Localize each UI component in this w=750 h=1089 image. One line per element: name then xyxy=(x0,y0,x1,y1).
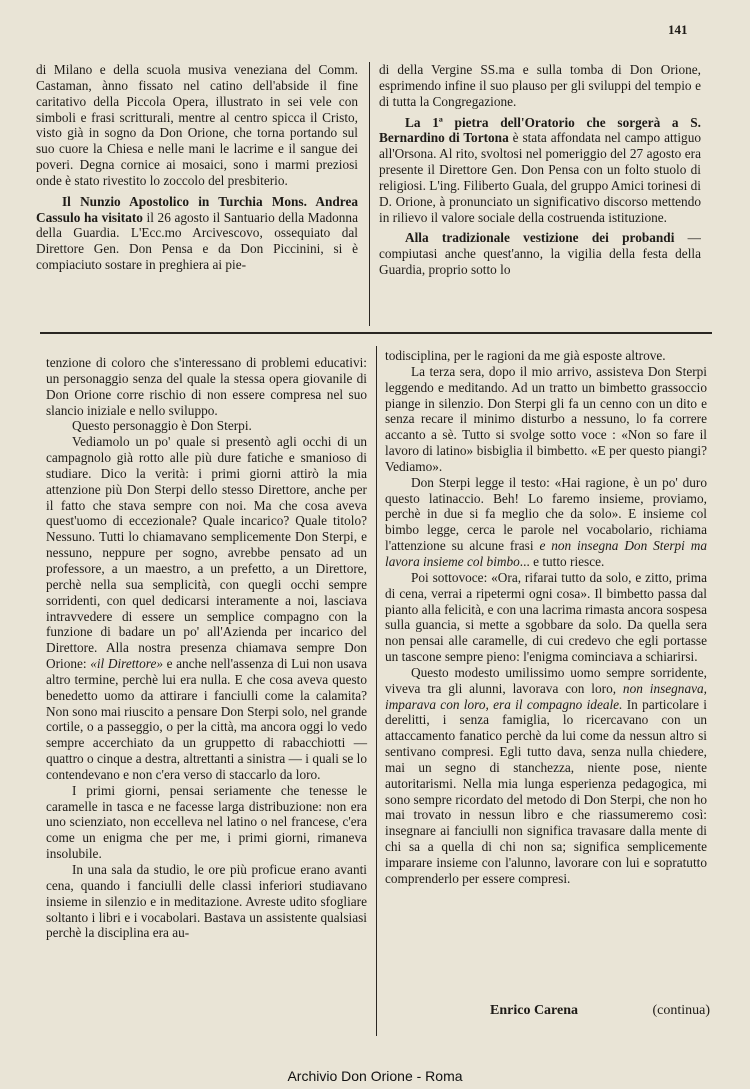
news-paragraph xyxy=(36,194,358,273)
article-paragraph: In una sala da studio, le ore più proficue erano avanti cena, quando i fanciulli delle classi inferiori studiavano insieme in silenzio e in meditazione. Avreste udito sfogliare soltanto i libri e i vocabolari. Bastava un assistente qualsiasi perchè la disciplina era au- xyxy=(46,862,367,941)
article-emphasis: non insegnava, imparava con loro, era il compagno ideale. xyxy=(385,680,707,712)
article-text: ... e tutto riesce. xyxy=(519,553,605,569)
section-separator xyxy=(40,332,712,334)
article-paragraph: tenzione di coloro che s'interessano di problemi educativi: un personaggio senza del quale la stessa opera giovanile di Don Orione corre rischio di non essere compresa nel suo slancio iniziale e nello sviluppo. xyxy=(46,355,367,418)
article-text: Questo modesto umilissimo uomo sempre sorridente, viveva tra gli alunni, lavorava con loro, xyxy=(385,664,707,696)
article-paragraph xyxy=(385,665,707,887)
column-divider-bottom xyxy=(376,346,377,1036)
news-heading: Il Nunzio Apostolico in Turchia Mons. Andrea Cassulo ha visitato xyxy=(36,193,358,225)
article-paragraph: La terza sera, dopo il mio arrivo, assisteva Don Sterpi leggendo e meditando. Ad un tratto un bimbetto grassoccio piange in silenzio. Don Sterpi gli fa un cenno con un dito e senza recare il minimo disturbo a nessuno, lo fa correre accanto a sè. Tutto si svolge sotto voce : «Non so fare il lavoro di latino» bisbiglia il bimbetto. «E per questo piangi? Vediamo». xyxy=(385,363,707,474)
page-number: 141 xyxy=(668,22,688,37)
news-text: il 26 agosto il Santuario della Madonna della Guardia. L'Ecc.mo Arcivescovo, ossequiato dal Direttore Gen. Don Pensa e da Don Piccinini, si è compiaciuto sostare in preghiera ai pie- xyxy=(36,209,358,273)
article-signature xyxy=(490,1003,710,1021)
news-column-left xyxy=(36,62,358,273)
article-column-left xyxy=(46,355,367,941)
news-column-right xyxy=(379,62,701,278)
article-text: In particolare i derelitti, i senza famiglia, lo ricercavano con un attaccamento fanatico perchè da lui come da nessun altro si sentivano compresi. Egli tutto dava, senza nulla chiedere, mai un segno di stanchezza, niente pose, niente autoritarismi. Nella mia lunga esperienza pedagogica, mi sono sempre ricordato del metodo di Don Sterpi, che non ho mai trovato in nessun libro e che riassumeremo così: insegnare ai fanciulli non significa travasare dalla mente di chi sa a quella di chi non sa; significa semplicemente imparare insieme con l'alunno, lavorare con lui e sopratutto comprenderlo per essere compresi. xyxy=(385,696,707,886)
article-emphasis: e non insegna Don Sterpi ma lavora insieme col bimbo xyxy=(385,538,708,569)
article-paragraph: Questo personaggio è Don Sterpi. xyxy=(72,418,252,434)
author-name: Enrico Carena xyxy=(490,1003,579,1018)
news-paragraph xyxy=(379,115,701,226)
news-paragraph: di Milano e della scuola musiva veneziana del Comm. Castaman, ànno fissato nel catino dell'abside il fine caritativo della Piccola Opera, illustrato in sei vele con simboli e frasi scritturali, mentre al centro spicca il Cristo, visto già in sogno da Don Orione, che torna portando sul suo cuore la Chiesa e nelle mani le lacrime e il sangue dei poveri. Degna cornice ai mosaici, sono i marmi preziosi onde è stato rivestito lo zoccolo del presbiterio. xyxy=(36,62,358,188)
archive-footer: Archivio Don Orione - Roma xyxy=(287,1068,463,1084)
article-paragraph: Poi sottovoce: «Ora, rifarai tutto da solo, e zitto, prima di cena, verrai a ripetermi ogni cosa». Il bimbetto passa dal pianto alla felicità, e con una lacrima rimasta ancora sospesa sulla guancia, si mette a sgobbare da solo. Da quella sera non pensai alle caramelle, di cui credevo che egli portasse un tascone sempre pieno: l'enigma cominciava a schiarirsi. xyxy=(385,569,707,665)
news-text: — compiutasi anche quest'anno, la vigilia della festa della Guardia, proprio sotto lo xyxy=(379,230,701,278)
article-paragraph: todisciplina, per le ragioni da me già esposte altrove. xyxy=(385,348,666,363)
news-text: è stata affondata nel campo attiguo all'Orsona. Al rito, svoltosi nel pomeriggio del 27 agosto era presente il Direttore Gen. Don Pensa con un folto stuolo di religiosi. L'ing. Filiberto Guala, del gruppo Amici torinesi di D. Orione, à pronunciato un significativo discorso mettendo in rilievo il valore sociale della costruenda istituzione. xyxy=(379,130,701,225)
column-divider-top xyxy=(369,62,370,326)
news-paragraph xyxy=(379,230,701,278)
article-emphasis: «il Direttore» xyxy=(90,656,163,672)
article-column-right xyxy=(385,348,707,887)
article-text: Vediamolo un po' quale si presentò agli occhi di un campagnolo già rotto alle più dure fatiche e smanioso di studiare. Dico la verità: i primi giorni attirò la mia attenzione più Don Sterpi dello stesso Direttore, anche per il fatto che stava sempre con noi. Ma che cosa aveva quest'uomo di eccezionale? Quale incarico? Quale titolo? Nessuno. Tutti lo chiamavano semplicemente Don Sterpi, e nessuno, neppure per sogno, avrebbe pensato ad un professore, a un maestro, a un prefetto, a un Direttore, perchè nella sua semplicità, con quegli occhi sempre sorridenti, con quel dedicarsi interamente a noi, lasciava intravvedere di essere un semplice compagno con la funzione di badare un po' all'Azienda per incarico del Direttore. Alla nostra presenza chiamava sempre Don Orione: xyxy=(46,434,367,672)
article-paragraph: I primi giorni, pensai seriamente che tenesse le caramelle in tasca e ne facesse larga distribuzione: non era uno scienziato, non eccelleva nel latino o nel francese, c'era come un enigma che per me, i primi giorni, rimaneva insolubile. xyxy=(46,782,367,862)
news-paragraph: di della Vergine SS.ma e sulla tomba di Don Orione, esprimendo infine il suo plauso per gli sviluppi del tempio e di tutta la Congregazione. xyxy=(379,62,701,109)
article-paragraph xyxy=(46,434,367,783)
article-text: Don Sterpi legge il testo: «Hai ragione, è un po' duro questo latinaccio. Beh! Lo faremo insieme, proviamo, perchè in due si fa meglio che da solo». E insieme col bimbo legge, cerca le parole nel vocabolario, richiama l'attenzione su alcune frasi xyxy=(385,474,707,554)
article-text: e anche nell'assenza di Lui non usava altro termine, perchè lui era nulla. E che cosa aveva questo benedetto uomo da attirare i fanciulli come la calamita? Non sono mai riuscito a pensare Don Sterpi solo, nel grande cortile, o a passeggio, o per la città, ma ancora oggi lo vedo sempre accerchiato da un gruppetto di rabacchiotti — quattro o cinque a destra, altrettanti a sinistra — i quali se lo contendevano e non c'era verso di staccarlo da loro. xyxy=(46,656,367,782)
article-paragraph xyxy=(385,475,707,570)
continued-note: (continua) xyxy=(652,1003,710,1018)
news-heading: La 1ª pietra dell'Oratorio che sorgerà a S. Bernardino di Tortona xyxy=(379,114,701,146)
news-heading: Alla tradizionale vestizione dei probandi xyxy=(405,230,675,246)
